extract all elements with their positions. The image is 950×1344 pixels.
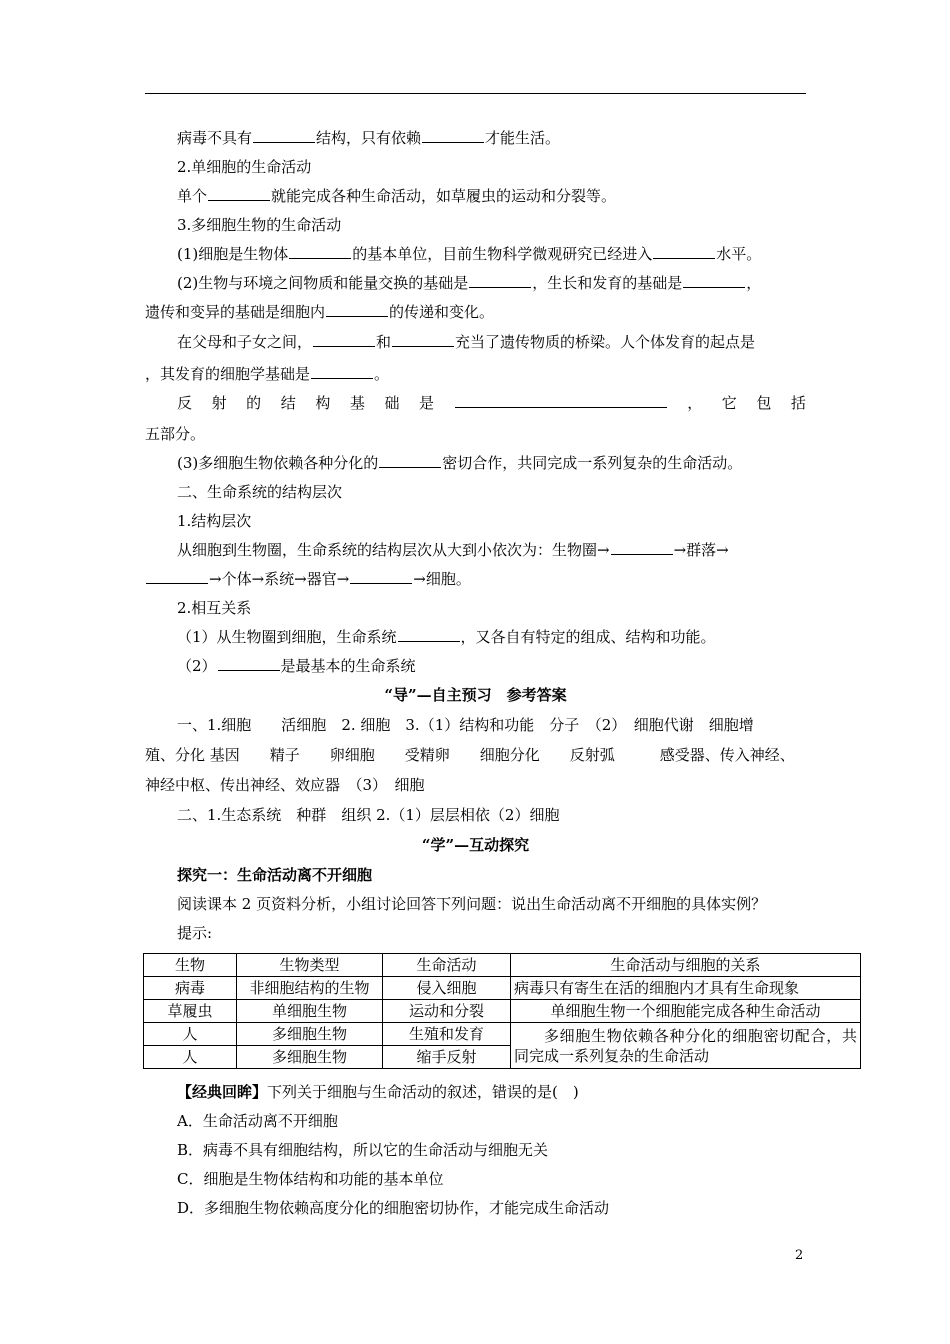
blank[interactable]: [611, 540, 673, 555]
blank[interactable]: [469, 273, 531, 288]
blank[interactable]: [455, 393, 667, 408]
subheading: 2.相互关系: [177, 599, 252, 617]
table-cell: 缩手反射: [383, 1046, 511, 1069]
text-line: →个体→系统→器官→ →细胞。: [145, 569, 471, 589]
text-line: (3)多细胞生物依赖各种分化的 密切合作，共同完成一系列复杂的生命活动。: [177, 454, 743, 472]
table-cell: 草履虫: [144, 1000, 237, 1023]
option-c[interactable]: C．细胞是生物体结构和功能的基本单位: [177, 1170, 444, 1188]
option-a[interactable]: A．生命活动离不开细胞: [177, 1112, 338, 1130]
text-line: (2)生物与环境之间物质和能量交换的基础是 ，生长和发育的基础是 ，: [177, 274, 762, 292]
blank[interactable]: [146, 569, 208, 584]
table-cell: 人: [144, 1046, 237, 1069]
blank[interactable]: [422, 128, 484, 143]
answers-title: “导”—自主预习 参考答案: [384, 686, 567, 704]
blank[interactable]: [313, 332, 375, 347]
text-line: 病毒不具有 结构，只有依赖 才能生活。: [177, 129, 561, 147]
answers-line: 殖、分化 基因 精子 卵细胞 受精卵 细胞分化 反射弧 感受器、传入神经、: [145, 746, 795, 764]
text-line-justified: 反 射 的 结 构 基 础 是 ， 它 包 括: [177, 394, 806, 412]
answers-line: 神经中枢、传出神经、效应器 （3） 细胞: [145, 776, 425, 794]
explore-heading: 探究一：生命活动离不开细胞: [177, 866, 373, 884]
question-stem: 【经典回眸】下列关于细胞与生命活动的叙述，错误的是( ): [177, 1083, 579, 1101]
text-line: 五部分。: [145, 425, 206, 443]
text-line: (1)细胞是生物体 的基本单位，目前生物科学微观研究已经进入 水平。: [177, 245, 762, 263]
text-line: 遗传和变异的基础是细胞内 的传递和变化。: [145, 303, 495, 321]
table-cell: 运动和分裂: [383, 1000, 511, 1023]
table-cell: 非细胞结构的生物: [237, 977, 383, 1000]
table-cell: 多细胞生物依赖各种分化的细胞密切配合，共同完成一系列复杂的生命活动: [511, 1023, 861, 1069]
answers-line: 二、1.生态系统 种群 组织 2.（1）层层相依（2）细胞: [177, 806, 560, 824]
table-cell: 多细胞生物: [237, 1023, 383, 1046]
table-cell: 生殖和发育: [383, 1023, 511, 1046]
blank[interactable]: [311, 364, 373, 379]
table-cell: 多细胞生物: [237, 1046, 383, 1069]
blank[interactable]: [218, 656, 280, 671]
text-line: 在父母和子女之间， 和 充当了遗传物质的桥梁。人个体发育的起点是: [177, 333, 756, 351]
blank[interactable]: [326, 302, 388, 317]
blank[interactable]: [379, 453, 441, 468]
explore-prompt: 阅读课本 2 页资料分析，小组讨论回答下列问题：说出生命活动离不开细胞的具体实例？: [177, 895, 767, 913]
table-cell: 侵入细胞: [383, 977, 511, 1000]
blank[interactable]: [289, 244, 351, 259]
table-header-row: [144, 954, 861, 977]
table-cell: 病毒: [144, 977, 237, 1000]
blank[interactable]: [398, 627, 460, 642]
blank[interactable]: [653, 244, 715, 259]
table-row: [144, 1023, 861, 1046]
text-line: ，其发育的细胞学基础是 。: [145, 365, 390, 383]
text-line: 单个 就能完成各种生命活动，如草履虫的运动和分裂等。: [177, 187, 617, 205]
table-cell: 人: [144, 1023, 237, 1046]
option-b[interactable]: B．病毒不具有细胞结构，所以它的生命活动与细胞无关: [177, 1141, 549, 1159]
blank[interactable]: [208, 186, 270, 201]
page-number: 2: [795, 1248, 804, 1263]
table-cell: 单细胞生物一个细胞能完成各种生命活动: [511, 1000, 861, 1023]
subheading: 1.结构层次: [177, 512, 252, 530]
section-heading: 二、生命系统的结构层次: [177, 483, 343, 501]
table-row: [144, 1000, 861, 1023]
table-cell: 病毒只有寄生在活的细胞内才具有生命现象: [511, 977, 861, 1000]
table-row: [144, 977, 861, 1000]
header-rule: [145, 93, 806, 94]
table-header: 生命活动: [383, 954, 511, 977]
blank[interactable]: [392, 332, 454, 347]
subheading: 3.多细胞生物的生命活动: [177, 216, 342, 234]
text-line: （1）从生物圈到细胞，生命系统 ，又各自有特定的组成、结构和功能。: [177, 628, 716, 646]
text-line: 从细胞到生物圈，生命系统的结构层次从大到小依次为：生物圈→ →群落→: [177, 541, 729, 559]
explore-title: “学”—互动探究: [421, 836, 530, 854]
blank[interactable]: [253, 128, 315, 143]
table-header: 生物: [144, 954, 237, 977]
comparison-table: [143, 953, 861, 1069]
blank[interactable]: [350, 569, 412, 584]
blank[interactable]: [683, 273, 745, 288]
question-tag: 【经典回眸】: [177, 1083, 268, 1101]
option-d[interactable]: D．多细胞生物依赖高度分化的细胞密切协作，才能完成生命活动: [177, 1199, 610, 1217]
table-header: 生命活动与细胞的关系: [511, 954, 861, 977]
explore-hint: 提示:: [177, 924, 213, 942]
text-line: （2） 是最基本的生命系统: [177, 657, 416, 675]
table-cell: 单细胞生物: [237, 1000, 383, 1023]
answers-line: 一、1.细胞 活细胞 2. 细胞 3.（1）结构和功能 分子 （2） 细胞代谢 细胞增: [177, 716, 754, 734]
subheading: 2.单细胞的生命活动: [177, 158, 312, 176]
table-header: 生物类型: [237, 954, 383, 977]
